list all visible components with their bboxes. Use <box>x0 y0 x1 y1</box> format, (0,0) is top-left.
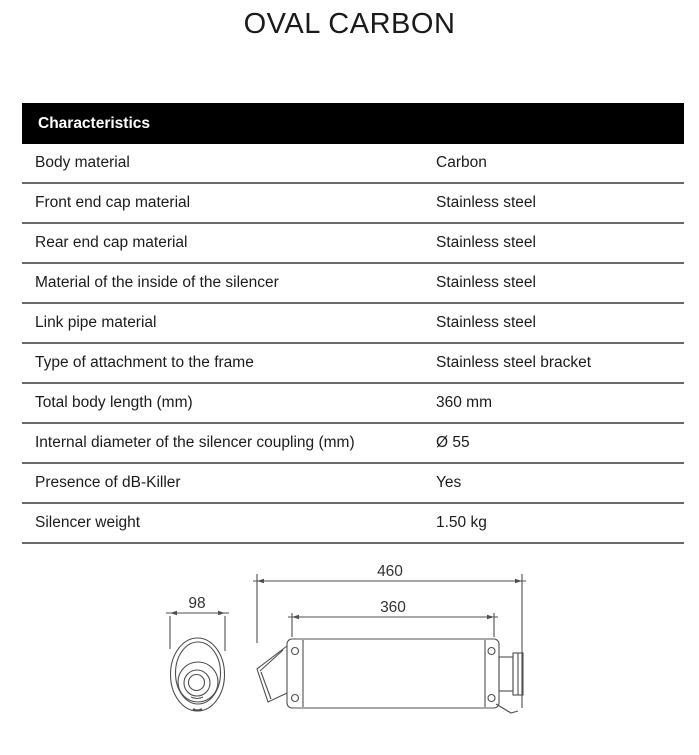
spec-value: 1.50 kg <box>436 514 487 531</box>
spec-value: Yes <box>436 474 462 491</box>
spec-row-rear-end-cap <box>22 224 684 264</box>
spec-value: Stainless steel <box>436 194 536 211</box>
total-length-label: 460 <box>377 563 403 580</box>
spec-label: Presence of dB-Killer <box>35 474 181 491</box>
spec-value: Stainless steel <box>436 234 536 251</box>
body-length-label: 360 <box>380 599 406 616</box>
spec-label: Type of attachment to the frame <box>35 354 254 371</box>
spec-label: Rear end cap material <box>35 234 188 251</box>
spec-value: 360 mm <box>436 394 492 411</box>
spec-row-coupling-diameter <box>22 424 684 464</box>
spec-label: Body material <box>35 154 130 171</box>
front-width-label: 98 <box>188 595 206 612</box>
spec-row-body-material <box>22 144 684 184</box>
spec-row-front-end-cap <box>22 184 684 224</box>
spec-label: Front end cap material <box>35 194 191 211</box>
silencer-front-view <box>171 638 225 711</box>
spec-value: Carbon <box>436 154 487 171</box>
technical-drawing <box>0 545 699 755</box>
spec-row-attachment <box>22 344 684 384</box>
spec-row-db-killer <box>22 464 684 504</box>
spec-label: Total body length (mm) <box>35 394 193 411</box>
spec-row-body-length <box>22 384 684 424</box>
spec-row-link-pipe <box>22 304 684 344</box>
spec-value: Stainless steel <box>436 274 536 291</box>
dimension-front-width <box>166 611 229 651</box>
spec-label: Silencer weight <box>35 514 141 531</box>
spec-value: Stainless steel bracket <box>436 354 592 371</box>
table-header: Characteristics <box>22 103 684 144</box>
spec-row-inside-material <box>22 264 684 304</box>
spec-label: Material of the inside of the silencer <box>35 274 279 291</box>
silencer-drawing-svg <box>0 545 699 755</box>
spec-value: Stainless steel <box>436 314 536 331</box>
spec-label: Link pipe material <box>35 314 157 331</box>
page-title: OVAL CARBON <box>243 8 456 40</box>
spec-row-weight <box>22 504 684 544</box>
spec-label: Internal diameter of the silencer coupling (mm) <box>35 434 355 451</box>
characteristics-table <box>22 103 684 544</box>
dimension-body-length <box>288 613 498 637</box>
silencer-side-view <box>257 639 523 713</box>
spec-value: Ø 55 <box>436 434 470 451</box>
